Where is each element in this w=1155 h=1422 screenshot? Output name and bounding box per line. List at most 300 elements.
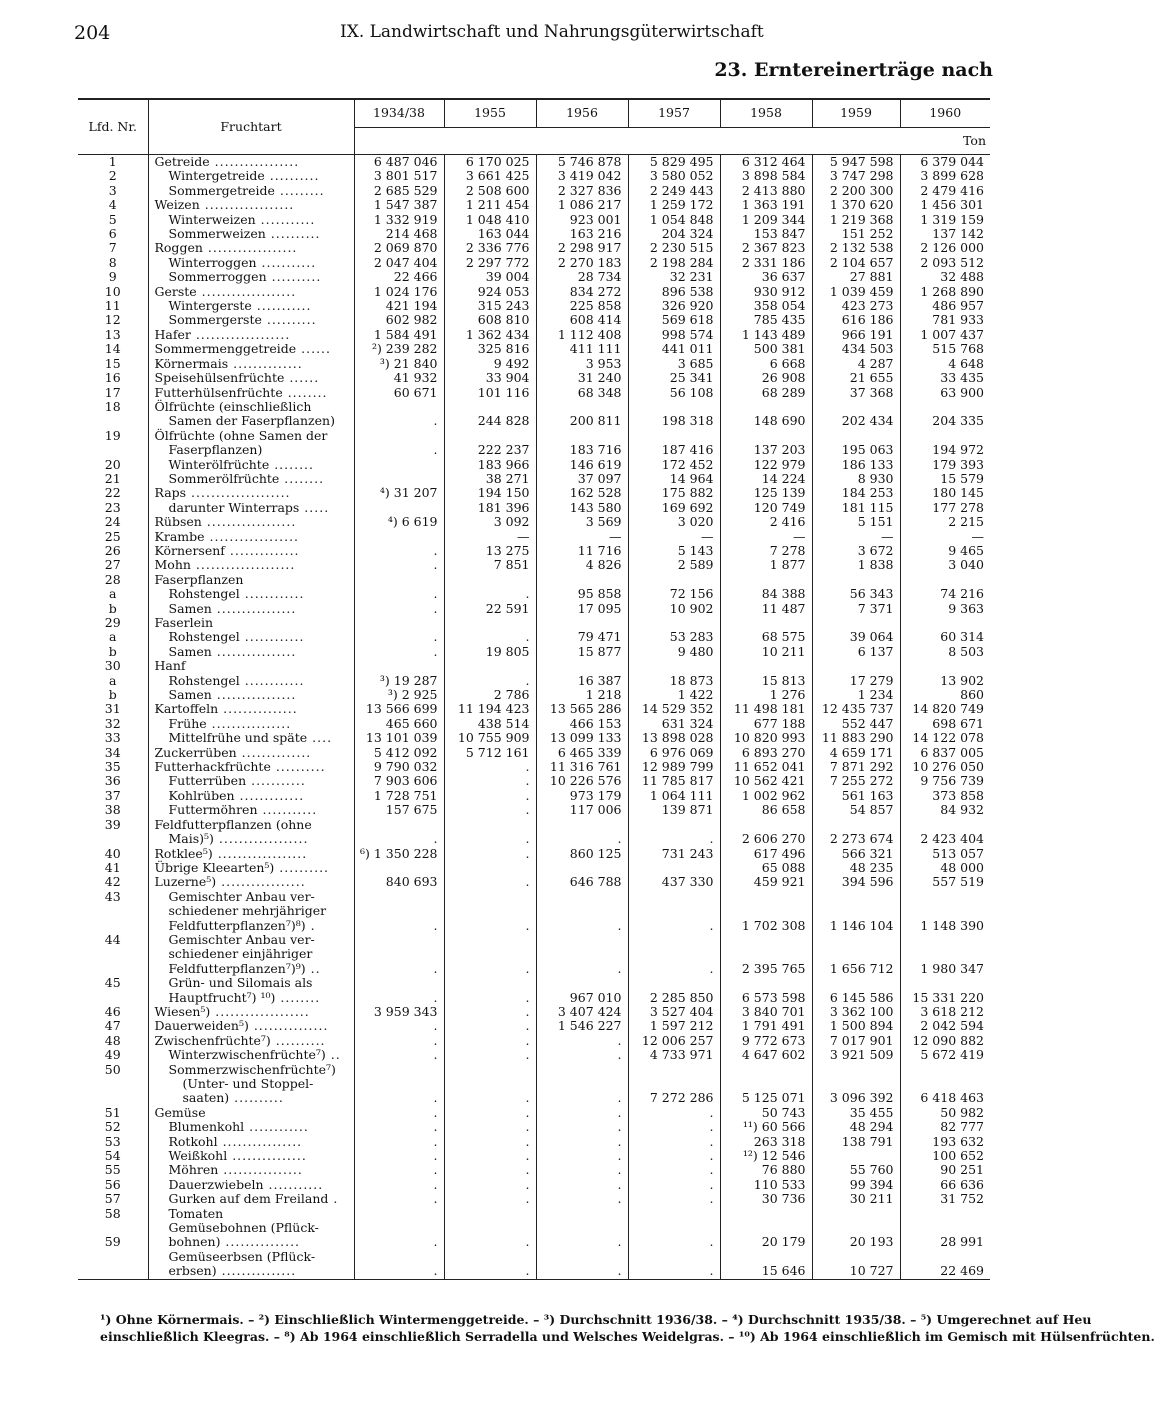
- value-cell: .: [433, 600, 438, 616]
- value-cell: 557 519: [900, 875, 990, 889]
- value-cell: 3 092: [444, 515, 536, 529]
- value-cell: 3 362 100: [812, 1005, 900, 1019]
- value-cell: 33 904: [444, 371, 536, 385]
- value-cell: [812, 1149, 900, 1163]
- crop-name-cell: [148, 400, 354, 414]
- value-cell: 68 348: [536, 386, 628, 400]
- leader-dots: .: [305, 917, 316, 933]
- table-title: 23. Erntereinerträge nach: [714, 59, 993, 81]
- value-cell: 187 416: [628, 443, 720, 457]
- crop-name: Körnersenf: [154, 542, 225, 558]
- table-row: [78, 731, 990, 745]
- value-cell: 2 298 917: [536, 241, 628, 255]
- value-cell: 967 010: [536, 991, 628, 1005]
- value-cell: [354, 861, 444, 875]
- row-number: 57: [78, 1192, 148, 1206]
- value-cell: ³) 21 840: [379, 355, 438, 371]
- leader-dots: ...........: [263, 1176, 324, 1192]
- value-cell: [354, 933, 444, 947]
- crop-name-cell: [148, 789, 354, 803]
- value-cell: 13 898 028: [628, 731, 720, 745]
- table-row: [78, 1019, 990, 1033]
- value-cell: [536, 400, 628, 414]
- crop-name-cell: [148, 1048, 354, 1062]
- value-cell: 5 125 071: [720, 1091, 812, 1105]
- row-number: a: [78, 630, 148, 644]
- crop-name-cell: [148, 933, 354, 947]
- crop-name-cell: [148, 976, 354, 990]
- value-cell: 998 574: [628, 328, 720, 342]
- value-cell: [354, 904, 444, 918]
- crop-name-cell: [148, 875, 354, 889]
- value-cell: 486 957: [900, 299, 990, 313]
- column-header-year: 1957: [628, 99, 720, 127]
- row-number: 41: [78, 861, 148, 875]
- value-cell: 22 466: [393, 269, 438, 285]
- row-number: 38: [78, 803, 148, 817]
- value-cell: 2 198 284: [628, 256, 720, 270]
- crop-name: Getreide: [154, 154, 210, 169]
- row-number: 39: [78, 818, 148, 832]
- crop-name: Kohlrüben: [168, 787, 235, 803]
- value-cell: 15 579: [900, 472, 990, 486]
- value-cell: 677 188: [720, 717, 812, 731]
- row-number: 26: [78, 544, 148, 558]
- value-cell: [444, 573, 536, 587]
- value-cell: [720, 1221, 812, 1235]
- leader-dots: ......: [296, 341, 331, 357]
- value-cell: 179 393: [900, 458, 990, 472]
- value-cell: 137 142: [900, 227, 990, 241]
- value-cell: [444, 818, 536, 832]
- value-cell: .: [536, 1178, 628, 1192]
- value-cell: [900, 616, 990, 630]
- value-cell: 13 565 286: [536, 702, 628, 716]
- value-cell: [720, 1077, 812, 1091]
- row-number: 24: [78, 515, 148, 529]
- value-cell: 2 423 404: [900, 832, 990, 846]
- value-cell: [536, 1207, 628, 1221]
- crop-name-cell: [148, 1207, 354, 1221]
- value-cell: .: [444, 1163, 536, 1177]
- value-cell: 38 271: [444, 472, 536, 486]
- value-cell: 7 278: [720, 544, 812, 558]
- leader-dots: .............: [234, 787, 305, 803]
- value-cell: .: [433, 643, 438, 659]
- value-cell: [354, 1207, 444, 1221]
- value-cell: 163 044: [444, 227, 536, 241]
- crop-name-cell: [148, 313, 354, 327]
- value-cell: 1 546 227: [536, 1019, 628, 1033]
- value-cell: [720, 429, 812, 443]
- leader-dots: ..................: [204, 528, 300, 544]
- value-cell: 101 116: [444, 386, 536, 400]
- value-cell: 358 054: [720, 299, 812, 313]
- value-cell: .: [628, 1106, 720, 1120]
- column-header-year: 1959: [812, 99, 900, 127]
- value-cell: 13 566 699: [365, 701, 438, 717]
- value-cell: 1 064 111: [628, 789, 720, 803]
- row-number: [78, 832, 148, 846]
- value-cell: [900, 976, 990, 990]
- leader-dots: .....: [299, 499, 330, 515]
- value-cell: 834 272: [536, 285, 628, 299]
- row-number: [78, 443, 148, 457]
- table-row: [78, 746, 990, 760]
- table-row: [78, 299, 990, 313]
- value-cell: 3 618 212: [900, 1005, 990, 1019]
- value-cell: 10 727: [812, 1264, 900, 1279]
- table-row: [78, 962, 990, 976]
- crop-name-cell: [148, 904, 354, 918]
- value-cell: 1 211 454: [444, 198, 536, 212]
- value-cell: .: [444, 991, 536, 1005]
- value-cell: [354, 818, 444, 832]
- value-cell: .: [444, 1120, 536, 1134]
- crop-name: Sommerölfrüchte: [168, 470, 280, 486]
- value-cell: 54 857: [812, 803, 900, 817]
- crop-name: Wintergetreide: [168, 168, 265, 184]
- leader-dots: ..............: [228, 355, 303, 371]
- table-row: [78, 256, 990, 270]
- value-cell: [900, 818, 990, 832]
- value-cell: 50 743: [720, 1106, 812, 1120]
- value-cell: .: [433, 442, 438, 458]
- value-cell: 7 371: [812, 602, 900, 616]
- value-cell: [628, 1063, 720, 1077]
- value-cell: 10 755 909: [444, 731, 536, 745]
- value-cell: [536, 861, 628, 875]
- table-row: [78, 991, 990, 1005]
- table-body: [78, 155, 990, 1280]
- crop-name-cell: [148, 544, 354, 558]
- value-cell: 3 407 424: [536, 1005, 628, 1019]
- value-cell: [628, 1077, 720, 1091]
- value-cell: [900, 573, 990, 587]
- value-cell: 9 492: [444, 357, 536, 371]
- value-cell: 6 312 464: [720, 155, 812, 170]
- value-cell: .: [444, 875, 536, 889]
- crop-name-cell: [148, 256, 354, 270]
- value-cell: [720, 1207, 812, 1221]
- table-row: [78, 587, 990, 601]
- crop-name-cell: [148, 890, 354, 904]
- value-cell: 1 143 489: [720, 328, 812, 342]
- value-cell: —: [536, 530, 628, 544]
- value-cell: 5 672 419: [900, 1048, 990, 1062]
- table-row: [78, 875, 990, 889]
- row-number: 7: [78, 241, 148, 255]
- value-cell: 423 273: [812, 299, 900, 313]
- value-cell: 566 321: [812, 847, 900, 861]
- value-cell: [812, 400, 900, 414]
- crop-name: Rohstengel: [168, 586, 240, 602]
- leader-dots: ............: [244, 1119, 309, 1135]
- value-cell: 14 529 352: [628, 702, 720, 716]
- value-cell: .: [536, 919, 628, 933]
- leader-dots: ...............: [218, 701, 298, 717]
- table-row: [78, 429, 990, 443]
- value-cell: 1 024 176: [373, 283, 438, 299]
- value-cell: [900, 890, 990, 904]
- value-cell: 896 538: [628, 285, 720, 299]
- value-cell: [628, 1250, 720, 1264]
- table-row: [78, 847, 990, 861]
- value-cell: 6 379 044: [900, 155, 990, 170]
- row-number: 37: [78, 789, 148, 803]
- crop-name: Roggen: [154, 240, 203, 256]
- value-cell: 18 873: [628, 674, 720, 688]
- value-cell: 50 982: [900, 1106, 990, 1120]
- value-cell: 1 370 620: [812, 198, 900, 212]
- value-cell: 200 811: [536, 414, 628, 428]
- value-cell: 95 858: [536, 587, 628, 601]
- crop-name-cell: [148, 1149, 354, 1163]
- value-cell: 1 039 459: [812, 285, 900, 299]
- value-cell: .: [536, 1264, 628, 1279]
- crop-name-cell: [148, 458, 354, 472]
- value-cell: 12 989 799: [628, 760, 720, 774]
- value-cell: [354, 1221, 444, 1235]
- value-cell: [720, 947, 812, 961]
- value-cell: 68 289: [720, 386, 812, 400]
- column-header-year: 1934/38: [354, 99, 444, 127]
- value-cell: —: [720, 530, 812, 544]
- value-cell: 2 126 000: [900, 241, 990, 255]
- crop-name: Gemüseerbsen (Pflück-: [168, 1248, 316, 1264]
- crop-name-cell: [148, 169, 354, 183]
- row-number: 22: [78, 486, 148, 500]
- table-row: [78, 1163, 990, 1177]
- row-number: 18: [78, 400, 148, 414]
- value-cell: [812, 890, 900, 904]
- leader-dots: ..................: [199, 197, 295, 213]
- value-cell: .: [444, 774, 536, 788]
- value-cell: [628, 1221, 720, 1235]
- value-cell: 1 456 301: [900, 198, 990, 212]
- crop-name: Mittelfrühe und späte: [168, 730, 308, 746]
- value-cell: 4 287: [812, 357, 900, 371]
- leader-dots: ...........: [251, 298, 312, 314]
- value-cell: .: [433, 1104, 438, 1120]
- value-cell: 27 881: [812, 270, 900, 284]
- value-cell: 6 487 046: [373, 154, 438, 169]
- leader-dots: ..........: [274, 859, 330, 875]
- value-cell: 1 362 434: [444, 328, 536, 342]
- value-cell: [444, 1250, 536, 1264]
- value-cell: 17 095: [536, 602, 628, 616]
- table-row: [78, 155, 990, 170]
- value-cell: 2 273 674: [812, 832, 900, 846]
- crop-name: Gemischter Anbau ver-: [168, 931, 315, 947]
- value-cell: ⁴) 31 207: [379, 485, 438, 501]
- value-cell: [536, 1221, 628, 1235]
- value-cell: [900, 1207, 990, 1221]
- value-cell: 7 871 292: [812, 760, 900, 774]
- value-cell: 5 143: [628, 544, 720, 558]
- crop-name-cell: [148, 1235, 354, 1249]
- value-cell: 7 255 272: [812, 774, 900, 788]
- crop-name-cell: [148, 818, 354, 832]
- column-header-year: 1955: [444, 99, 536, 127]
- table-row: [78, 328, 990, 342]
- table-row: [78, 616, 990, 630]
- value-cell: ³) 19 287: [379, 672, 438, 688]
- value-cell: 1 002 962: [720, 789, 812, 803]
- value-cell: 2 093 512: [900, 256, 990, 270]
- leader-dots: .................: [216, 874, 306, 890]
- leader-dots: ..................: [202, 240, 298, 256]
- leader-dots: ...............: [248, 1018, 329, 1034]
- value-cell: 22 591: [444, 602, 536, 616]
- row-number: 51: [78, 1106, 148, 1120]
- table-row: [78, 832, 990, 846]
- value-cell: 39 064: [812, 630, 900, 644]
- value-cell: [812, 1250, 900, 1264]
- value-cell: 53 283: [628, 630, 720, 644]
- table-row: [78, 1120, 990, 1134]
- value-cell: [720, 890, 812, 904]
- crop-name: Gerste: [154, 283, 197, 299]
- table-row: [78, 486, 990, 500]
- value-cell: 100 652: [900, 1149, 990, 1163]
- value-cell: 194 150: [444, 486, 536, 500]
- crop-name: Mais)⁵): [168, 831, 214, 847]
- value-cell: [536, 573, 628, 587]
- value-cell: 1 363 191: [720, 198, 812, 212]
- value-cell: 12 090 882: [900, 1034, 990, 1048]
- crop-name-cell: [148, 1091, 354, 1105]
- value-cell: 437 330: [628, 875, 720, 889]
- value-cell: 608 810: [444, 313, 536, 327]
- leader-dots: ..........: [270, 759, 326, 775]
- value-cell: 3 685: [628, 357, 720, 371]
- value-cell: [628, 861, 720, 875]
- page-header: [74, 22, 994, 46]
- crop-name: Zuckerrüben: [154, 744, 237, 760]
- table-row: [78, 1250, 990, 1264]
- row-number: 5: [78, 213, 148, 227]
- value-cell: 68 575: [720, 630, 812, 644]
- row-number: 19: [78, 429, 148, 443]
- row-number: 36: [78, 774, 148, 788]
- row-number: b: [78, 602, 148, 616]
- row-number: 55: [78, 1163, 148, 1177]
- value-cell: [720, 1250, 812, 1264]
- table-row: [78, 947, 990, 961]
- value-cell: .: [433, 1090, 438, 1106]
- leader-dots: ........: [269, 456, 314, 472]
- value-cell: 441 011: [628, 342, 720, 356]
- row-number: 32: [78, 717, 148, 731]
- value-cell: 21 655: [812, 371, 900, 385]
- value-cell: 2 270 183: [536, 256, 628, 270]
- value-cell: 1 980 347: [900, 962, 990, 976]
- value-cell: [720, 400, 812, 414]
- value-cell: [354, 400, 444, 414]
- value-cell: 84 388: [720, 587, 812, 601]
- leader-dots: ........: [282, 384, 328, 400]
- row-number: 28: [78, 573, 148, 587]
- leader-dots: ..........: [265, 226, 321, 242]
- value-cell: .: [444, 803, 536, 817]
- row-number: [78, 414, 148, 428]
- value-cell: .: [536, 1192, 628, 1206]
- value-cell: .: [444, 1149, 536, 1163]
- crop-name-cell: [148, 630, 354, 644]
- table-row: [78, 602, 990, 616]
- crop-name-cell: [148, 285, 354, 299]
- row-number: [78, 1250, 148, 1264]
- value-cell: [536, 429, 628, 443]
- value-cell: [812, 1063, 900, 1077]
- table-row: [78, 285, 990, 299]
- row-number: 11: [78, 299, 148, 313]
- value-cell: .: [536, 1163, 628, 1177]
- crop-name: Hanf: [154, 658, 186, 674]
- crop-name: schiedener mehrjähriger: [168, 903, 327, 919]
- crop-name: Futterhackfrüchte: [154, 759, 271, 775]
- value-cell: .: [628, 1264, 720, 1279]
- table-row: [78, 717, 990, 731]
- value-cell: [628, 400, 720, 414]
- value-cell: [354, 659, 444, 673]
- value-cell: .: [536, 1091, 628, 1105]
- row-number: 29: [78, 616, 148, 630]
- value-cell: 3 898 584: [720, 169, 812, 183]
- crop-name-cell: [148, 573, 354, 587]
- value-cell: 1 500 894: [812, 1019, 900, 1033]
- value-cell: 14 122 078: [900, 731, 990, 745]
- value-cell: [444, 1063, 536, 1077]
- crop-name: Winterroggen: [168, 254, 257, 270]
- value-cell: 195 063: [812, 443, 900, 457]
- value-cell: .: [433, 1119, 438, 1135]
- value-cell: 4 826: [536, 558, 628, 572]
- table-row: [78, 760, 990, 774]
- value-cell: 79 471: [536, 630, 628, 644]
- leader-dots: ....: [307, 730, 333, 746]
- value-cell: 194 972: [900, 443, 990, 457]
- row-number: [78, 1264, 148, 1279]
- value-cell: 2 285 850: [628, 991, 720, 1005]
- crop-name-cell: [148, 847, 354, 861]
- value-cell: 4 733 971: [628, 1048, 720, 1062]
- leader-dots: ..........: [270, 1032, 326, 1048]
- value-cell: 2 215: [900, 515, 990, 529]
- value-cell: —: [900, 530, 990, 544]
- column-header-crop: [148, 99, 354, 155]
- crop-name: Futtermöhren: [168, 802, 258, 818]
- value-cell: 202 434: [812, 414, 900, 428]
- value-cell: 56 108: [628, 386, 720, 400]
- crop-name: Krambe: [154, 528, 205, 544]
- leader-dots: ........: [275, 989, 321, 1005]
- value-cell: 2 104 657: [812, 256, 900, 270]
- crop-name-cell: [148, 1250, 354, 1264]
- crop-name-cell: [148, 342, 354, 356]
- table-row: [78, 1264, 990, 1279]
- value-cell: [628, 429, 720, 443]
- value-cell: .: [628, 1178, 720, 1192]
- table-row: [78, 198, 990, 212]
- value-cell: [900, 1077, 990, 1091]
- table-row: [78, 371, 990, 385]
- value-cell: .: [536, 1048, 628, 1062]
- value-cell: 2 479 416: [900, 184, 990, 198]
- value-cell: [812, 818, 900, 832]
- value-cell: 2 327 836: [536, 184, 628, 198]
